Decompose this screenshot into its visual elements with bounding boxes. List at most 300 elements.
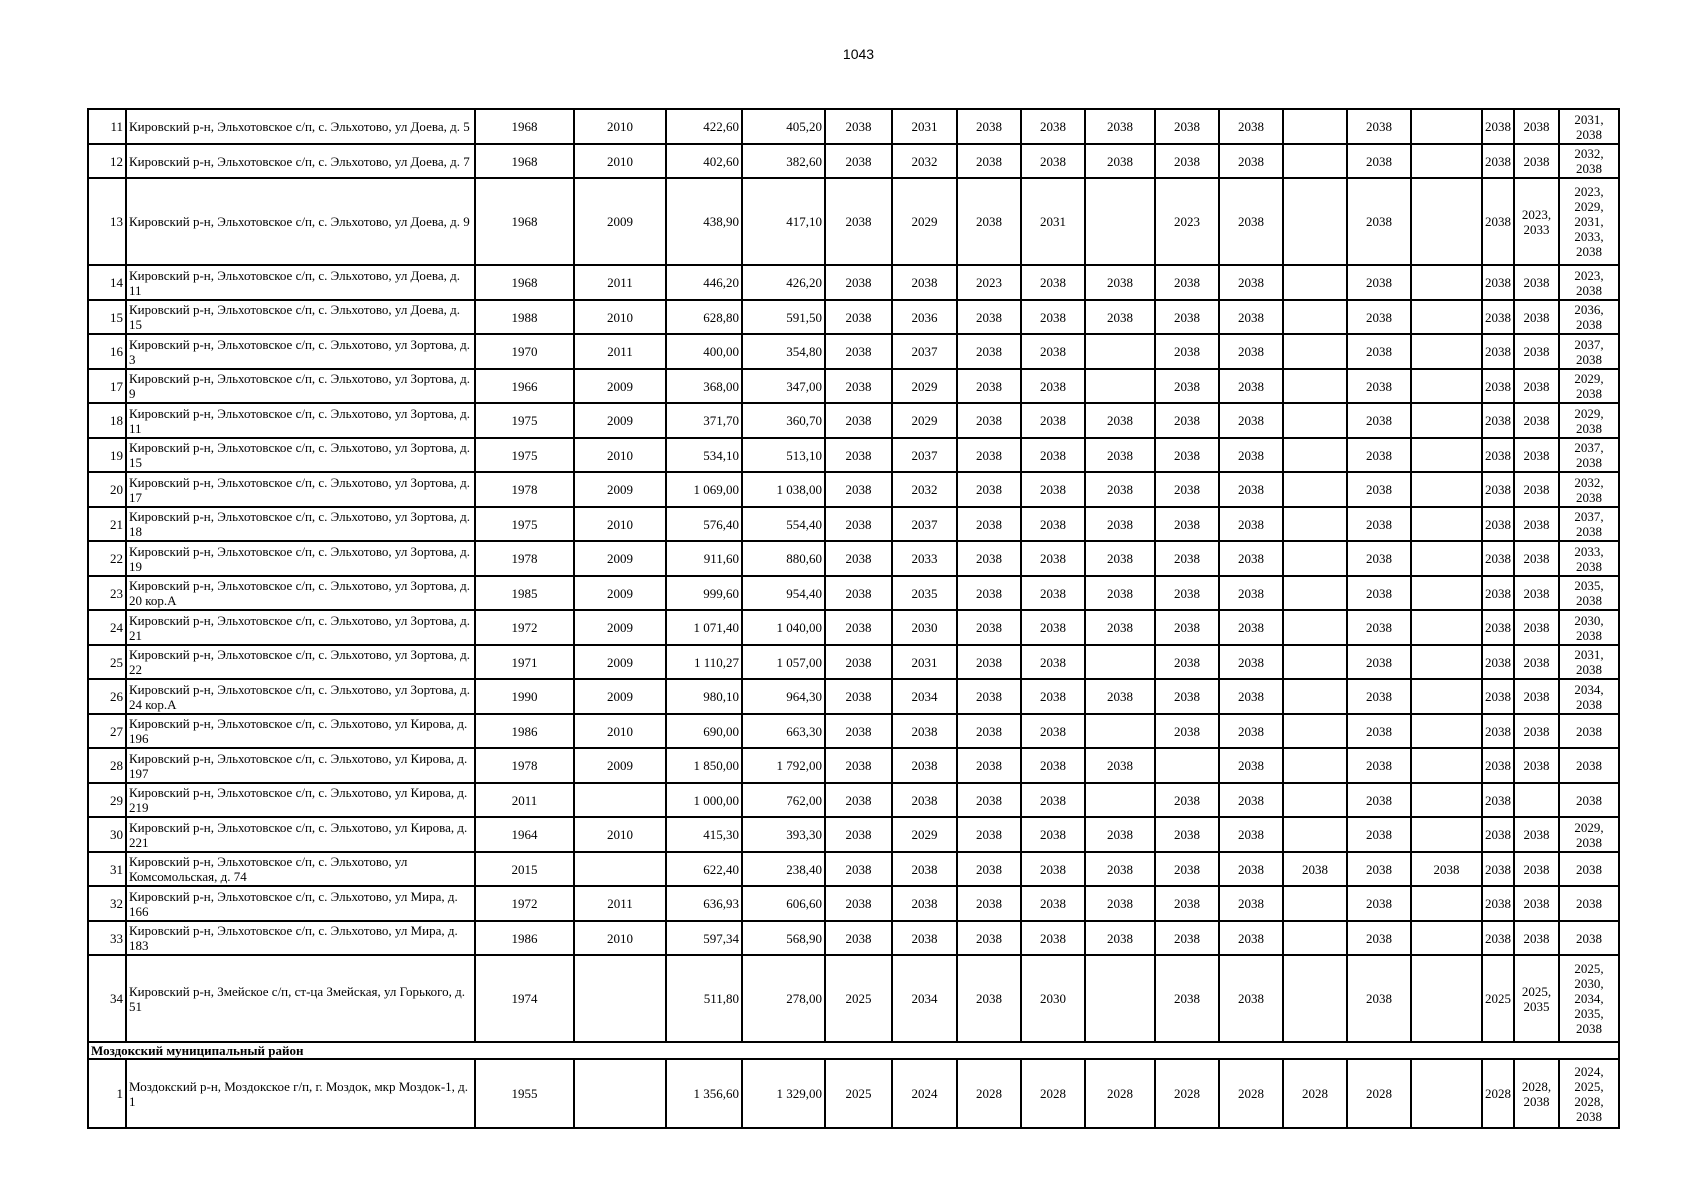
table-cell: 2038	[825, 300, 892, 334]
table-row	[88, 369, 1619, 403]
table-cell: 2038	[1219, 714, 1283, 748]
table-row	[88, 886, 1619, 921]
table-cell	[1411, 955, 1482, 1042]
table-cell: 417,10	[742, 178, 825, 265]
table-cell: 2038	[1085, 438, 1155, 472]
table-cell	[1283, 679, 1347, 714]
row-number: 21	[88, 507, 126, 541]
table-cell: 2011	[574, 334, 666, 369]
table-cell: 2038	[1482, 886, 1514, 921]
table-cell: 2038	[1219, 852, 1283, 886]
table-cell: 2038	[1347, 438, 1411, 472]
table-cell: 2038	[957, 576, 1021, 610]
table-cell: 2038	[1219, 178, 1283, 265]
table-cell: 1968	[475, 178, 574, 265]
table-cell: 368,00	[666, 369, 742, 403]
table-cell: 2038	[1347, 748, 1411, 783]
address-cell: Моздокский р-н, Моздокское г/п, г. Моздок, мкр Моздок-1, д. 1	[126, 1059, 475, 1128]
table-cell: 2037	[892, 438, 957, 472]
table-cell: 1975	[475, 507, 574, 541]
table-cell: 2038	[1085, 852, 1155, 886]
address-cell: Кировский р-н, Эльхотовское с/п, с. Эльхотово, ул Зортова, д. 17	[126, 472, 475, 507]
table-cell	[1411, 334, 1482, 369]
table-cell	[1411, 265, 1482, 300]
table-cell: 2038	[1482, 541, 1514, 576]
table-cell: 2038	[1021, 369, 1085, 403]
table-cell: 2038	[1155, 144, 1219, 178]
table-cell: 2025	[825, 1059, 892, 1128]
table-cell: 2038	[1155, 679, 1219, 714]
table-cell: 2032, 2038	[1559, 472, 1619, 507]
table-cell: 2031	[1021, 178, 1085, 265]
table-cell: 1 850,00	[666, 748, 742, 783]
table-cell: 2038	[1514, 748, 1559, 783]
table-cell: 1 000,00	[666, 783, 742, 817]
row-number: 31	[88, 852, 126, 886]
table-row	[88, 852, 1619, 886]
table-cell: 2038	[1347, 783, 1411, 817]
table-cell: 1964	[475, 817, 574, 852]
table-row	[88, 144, 1619, 178]
table-cell: 568,90	[742, 921, 825, 955]
table-cell: 2038	[1021, 403, 1085, 438]
table-cell	[1283, 541, 1347, 576]
table-cell: 2038	[957, 679, 1021, 714]
table-cell: 2023, 2038	[1559, 265, 1619, 300]
row-number: 30	[88, 817, 126, 852]
table-cell	[1283, 714, 1347, 748]
table-cell: 2038	[1219, 334, 1283, 369]
table-cell: 2038	[825, 679, 892, 714]
row-number: 14	[88, 265, 126, 300]
table-cell: 2038	[1514, 886, 1559, 921]
table-cell: 597,34	[666, 921, 742, 955]
table-cell	[1411, 507, 1482, 541]
table-cell: 2038	[1482, 610, 1514, 645]
table-row	[88, 541, 1619, 576]
address-cell: Кировский р-н, Эльхотовское с/п, с. Эльхотово, ул Кирова, д. 197	[126, 748, 475, 783]
table-cell: 2038	[1514, 817, 1559, 852]
table-cell: 2038	[1155, 610, 1219, 645]
table-cell: 2032	[892, 144, 957, 178]
table-cell: 2038	[1514, 541, 1559, 576]
table-cell: 2038	[957, 886, 1021, 921]
address-cell: Кировский р-н, Эльхотовское с/п, с. Эльхотово, ул Доева, д. 7	[126, 144, 475, 178]
table-cell: 2038	[1283, 852, 1347, 886]
table-cell: 2038	[1559, 783, 1619, 817]
row-number: 13	[88, 178, 126, 265]
table-cell	[1411, 679, 1482, 714]
table-cell: 2038	[1514, 369, 1559, 403]
table-cell: 2038	[1347, 541, 1411, 576]
table-cell: 2028	[1347, 1059, 1411, 1128]
table-cell: 2023, 2029, 2031, 2033, 2038	[1559, 178, 1619, 265]
table-cell	[1085, 369, 1155, 403]
table-cell: 2038	[825, 403, 892, 438]
table-cell: 2038	[1155, 783, 1219, 817]
table-cell: 2038	[1514, 334, 1559, 369]
table-cell: 2038	[825, 109, 892, 144]
table-cell: 964,30	[742, 679, 825, 714]
table-cell: 2038	[957, 334, 1021, 369]
table-cell: 1972	[475, 886, 574, 921]
address-cell: Кировский р-н, Эльхотовское с/п, с. Эльхотово, ул Кирова, д. 221	[126, 817, 475, 852]
table-cell: 2038	[892, 783, 957, 817]
table-cell: 690,00	[666, 714, 742, 748]
table-cell: 980,10	[666, 679, 742, 714]
table-cell: 2038	[1482, 645, 1514, 679]
table-cell: 2011	[475, 783, 574, 817]
table-cell: 2038	[1155, 817, 1219, 852]
table-cell: 2028	[1021, 1059, 1085, 1128]
table-cell: 1968	[475, 144, 574, 178]
table-cell: 2038	[1347, 300, 1411, 334]
table-cell: 2038	[1021, 507, 1085, 541]
table-cell: 2038	[1155, 645, 1219, 679]
table-cell: 347,00	[742, 369, 825, 403]
table-cell: 2038	[957, 403, 1021, 438]
row-number: 20	[88, 472, 126, 507]
table-cell: 2038	[1219, 144, 1283, 178]
table-cell: 2038	[957, 783, 1021, 817]
table-cell: 2038	[825, 886, 892, 921]
address-cell: Кировский р-н, Эльхотовское с/п, с. Эльхотово, ул Комсомольская, д. 74	[126, 852, 475, 886]
table-cell	[574, 852, 666, 886]
table-cell: 2028, 2038	[1514, 1059, 1559, 1128]
address-cell: Кировский р-н, Эльхотовское с/п, с. Эльхотово, ул Доева, д. 11	[126, 265, 475, 300]
table-cell: 2038	[1482, 403, 1514, 438]
table-cell: 2038	[1482, 817, 1514, 852]
table-cell: 2037, 2038	[1559, 438, 1619, 472]
table-cell: 2038	[1482, 300, 1514, 334]
table-cell: 999,60	[666, 576, 742, 610]
table-cell: 2038	[1155, 507, 1219, 541]
table-cell: 2038	[1021, 852, 1085, 886]
table-row	[88, 921, 1619, 955]
table-cell: 2038	[957, 748, 1021, 783]
table-cell: 2038	[1219, 109, 1283, 144]
table-cell: 1978	[475, 472, 574, 507]
table-cell: 2034, 2038	[1559, 679, 1619, 714]
row-number: 15	[88, 300, 126, 334]
address-cell: Кировский р-н, Эльхотовское с/п, с. Эльхотово, ул Зортова, д. 20 кор.А	[126, 576, 475, 610]
address-cell: Кировский р-н, Эльхотовское с/п, с. Эльхотово, ул Зортова, д. 15	[126, 438, 475, 472]
table-cell: 2038	[1347, 645, 1411, 679]
table-cell	[574, 1059, 666, 1128]
table-cell: 2030	[1021, 955, 1085, 1042]
table-cell	[1411, 886, 1482, 921]
table-cell: 2038	[1514, 438, 1559, 472]
table-cell	[1411, 783, 1482, 817]
table-cell: 402,60	[666, 144, 742, 178]
table-cell: 400,00	[666, 334, 742, 369]
table-cell: 2038	[957, 507, 1021, 541]
table-cell: 2038	[1559, 714, 1619, 748]
table-cell: 2009	[574, 178, 666, 265]
table-cell: 2038	[1482, 109, 1514, 144]
table-cell	[574, 783, 666, 817]
table-cell: 2038	[1021, 472, 1085, 507]
table-cell	[1283, 403, 1347, 438]
table-cell: 2010	[574, 507, 666, 541]
table-cell: 2038	[1347, 610, 1411, 645]
table-cell: 663,30	[742, 714, 825, 748]
page-number: 1043	[842, 46, 875, 62]
table-cell	[1283, 783, 1347, 817]
table-cell: 2038	[1021, 334, 1085, 369]
table-cell	[1514, 783, 1559, 817]
row-number: 29	[88, 783, 126, 817]
table-cell: 2038	[1219, 576, 1283, 610]
row-number: 28	[88, 748, 126, 783]
table-cell	[1085, 955, 1155, 1042]
row-number: 24	[88, 610, 126, 645]
table-cell: 2038	[892, 265, 957, 300]
table-cell: 2024, 2025, 2028, 2038	[1559, 1059, 1619, 1128]
address-cell: Кировский р-н, Эльхотовское с/п, с. Эльхотово, ул Доева, д. 5	[126, 109, 475, 144]
table-cell: 2038	[1347, 109, 1411, 144]
table-cell: 2038	[1482, 334, 1514, 369]
table-cell: 2038	[1219, 783, 1283, 817]
table-cell: 426,20	[742, 265, 825, 300]
address-cell: Кировский р-н, Эльхотовское с/п, с. Эльхотово, ул Зортова, д. 24 кор.А	[126, 679, 475, 714]
table-cell: 2028	[957, 1059, 1021, 1128]
table-row	[88, 403, 1619, 438]
table-cell: 2038	[1155, 852, 1219, 886]
table-cell: 2038	[1155, 921, 1219, 955]
table-cell: 2025	[825, 955, 892, 1042]
table-cell: 2038	[1219, 921, 1283, 955]
table-cell: 1 110,27	[666, 645, 742, 679]
table-cell: 2038	[1219, 507, 1283, 541]
table-cell: 2038	[1514, 144, 1559, 178]
table-cell: 2038	[892, 852, 957, 886]
table-cell: 2038	[1514, 265, 1559, 300]
table-cell	[574, 955, 666, 1042]
address-cell: Кировский р-н, Эльхотовское с/п, с. Эльхотово, ул Мира, д. 183	[126, 921, 475, 955]
table-cell: 2038	[1085, 541, 1155, 576]
table-cell: 2038	[1085, 679, 1155, 714]
table-cell: 2038	[957, 300, 1021, 334]
table-cell: 2024	[892, 1059, 957, 1128]
table-cell: 2038	[825, 144, 892, 178]
table-cell	[1283, 369, 1347, 403]
table-cell: 2038	[1021, 645, 1085, 679]
table-cell: 2038	[1219, 817, 1283, 852]
table-row	[88, 109, 1619, 144]
table-cell: 2028	[1155, 1059, 1219, 1128]
table-cell: 2009	[574, 645, 666, 679]
table-cell: 2038	[957, 438, 1021, 472]
table-cell: 2029	[892, 178, 957, 265]
table-cell: 2038	[957, 921, 1021, 955]
table-cell: 2038	[1085, 265, 1155, 300]
table-cell: 2038	[1347, 369, 1411, 403]
address-cell: Кировский р-н, Эльхотовское с/п, с. Эльхотово, ул Зортова, д. 18	[126, 507, 475, 541]
table-cell: 2038	[1155, 955, 1219, 1042]
table-row	[88, 783, 1619, 817]
section-title: Моздокский муниципальный район	[88, 1042, 1619, 1059]
row-number: 19	[88, 438, 126, 472]
table-cell: 1 792,00	[742, 748, 825, 783]
table-cell: 2028	[1219, 1059, 1283, 1128]
table-cell: 2038	[1219, 472, 1283, 507]
table-cell: 2038	[825, 921, 892, 955]
table-cell: 1986	[475, 714, 574, 748]
table-cell: 1978	[475, 541, 574, 576]
row-number: 33	[88, 921, 126, 955]
table-cell: 1988	[475, 300, 574, 334]
table-row	[88, 714, 1619, 748]
table-cell: 2038	[1219, 265, 1283, 300]
row-number: 22	[88, 541, 126, 576]
table-cell: 2038	[1482, 748, 1514, 783]
table-cell: 2038	[1347, 265, 1411, 300]
table-cell: 2023, 2033	[1514, 178, 1559, 265]
table-cell: 2038	[1085, 886, 1155, 921]
table-cell: 2038	[1219, 886, 1283, 921]
table-cell: 606,60	[742, 886, 825, 921]
table-cell: 2038	[1347, 852, 1411, 886]
table-cell: 2038	[1085, 921, 1155, 955]
table-cell: 628,80	[666, 300, 742, 334]
table-cell: 2038	[1347, 955, 1411, 1042]
table-cell: 1 069,00	[666, 472, 742, 507]
table-cell: 2038	[1155, 714, 1219, 748]
table-cell: 2011	[574, 886, 666, 921]
table-cell: 393,30	[742, 817, 825, 852]
table-cell: 2028	[1085, 1059, 1155, 1128]
table-cell	[1283, 610, 1347, 645]
table-cell: 2009	[574, 748, 666, 783]
table-cell	[1411, 610, 1482, 645]
table-cell: 2031	[892, 109, 957, 144]
table-cell	[1283, 300, 1347, 334]
table-cell: 1 038,00	[742, 472, 825, 507]
table-cell	[1283, 334, 1347, 369]
table-cell: 2031, 2038	[1559, 645, 1619, 679]
table-cell: 1 329,00	[742, 1059, 825, 1128]
table-cell: 2010	[574, 921, 666, 955]
table-cell: 2038	[1085, 403, 1155, 438]
table-cell: 2015	[475, 852, 574, 886]
table-cell: 2038	[1021, 576, 1085, 610]
table-cell: 371,70	[666, 403, 742, 438]
table-cell: 2038	[1085, 817, 1155, 852]
table-cell: 2038	[825, 852, 892, 886]
table-cell: 2037	[892, 334, 957, 369]
table-cell: 2038	[1021, 679, 1085, 714]
table-cell	[1411, 541, 1482, 576]
table-cell: 2038	[957, 369, 1021, 403]
table-cell: 1 356,60	[666, 1059, 742, 1128]
table-cell: 2038	[892, 748, 957, 783]
row-number: 18	[88, 403, 126, 438]
table-cell: 2038	[825, 610, 892, 645]
table-cell: 446,20	[666, 265, 742, 300]
table-cell	[1411, 748, 1482, 783]
table-cell: 2038	[1559, 748, 1619, 783]
table-cell: 2009	[574, 541, 666, 576]
table-cell: 360,70	[742, 403, 825, 438]
table-cell: 2038	[1021, 541, 1085, 576]
table-cell: 2025, 2035	[1514, 955, 1559, 1042]
table-row	[88, 576, 1619, 610]
table-cell: 2038	[1514, 645, 1559, 679]
table-cell: 2010	[574, 109, 666, 144]
table-cell: 2030	[892, 610, 957, 645]
table-cell	[1411, 817, 1482, 852]
table-cell: 2028	[1482, 1059, 1514, 1128]
table-cell: 1966	[475, 369, 574, 403]
table-cell: 2010	[574, 817, 666, 852]
table-cell: 2038	[1155, 369, 1219, 403]
table-cell: 1 071,40	[666, 610, 742, 645]
address-cell: Кировский р-н, Эльхотовское с/п, с. Эльхотово, ул Зортова, д. 3	[126, 334, 475, 369]
table-cell: 2009	[574, 369, 666, 403]
table-cell: 2038	[1219, 300, 1283, 334]
table-cell	[1283, 472, 1347, 507]
table-cell: 534,10	[666, 438, 742, 472]
table-cell	[1283, 886, 1347, 921]
table-cell: 2035, 2038	[1559, 576, 1619, 610]
table-cell: 2038	[1347, 817, 1411, 852]
table-cell: 2029	[892, 403, 957, 438]
table-cell: 576,40	[666, 507, 742, 541]
table-cell: 2010	[574, 144, 666, 178]
table-cell: 2038	[1559, 852, 1619, 886]
table-cell: 2038	[1021, 714, 1085, 748]
table-cell: 2038	[1559, 921, 1619, 955]
table-cell: 2038	[825, 783, 892, 817]
table-cell: 2038	[1021, 886, 1085, 921]
address-cell: Кировский р-н, Эльхотовское с/п, с. Эльхотово, ул Зортова, д. 19	[126, 541, 475, 576]
row-number: 16	[88, 334, 126, 369]
row-number: 1	[88, 1059, 126, 1128]
table-cell: 2038	[1085, 610, 1155, 645]
table-cell: 2036, 2038	[1559, 300, 1619, 334]
table-cell: 2038	[1219, 403, 1283, 438]
row-number: 11	[88, 109, 126, 144]
section-row	[88, 1042, 1619, 1059]
table-cell: 2038	[1021, 748, 1085, 783]
table-cell: 2038	[1219, 645, 1283, 679]
table-cell: 762,00	[742, 783, 825, 817]
table-cell	[1085, 334, 1155, 369]
address-cell: Кировский р-н, Эльхотовское с/п, с. Эльхотово, ул Зортова, д. 11	[126, 403, 475, 438]
table-cell: 2023	[957, 265, 1021, 300]
table-cell: 2037	[892, 507, 957, 541]
table-cell: 1955	[475, 1059, 574, 1128]
table-cell: 2029, 2038	[1559, 403, 1619, 438]
table-cell: 1968	[475, 265, 574, 300]
table-cell: 2038	[957, 714, 1021, 748]
table-row	[88, 955, 1619, 1042]
table-cell: 2035	[892, 576, 957, 610]
table-cell: 2037, 2038	[1559, 334, 1619, 369]
table-cell	[1155, 748, 1219, 783]
table-cell: 2038	[1155, 334, 1219, 369]
table-cell: 2038	[1482, 783, 1514, 817]
table-cell: 2038	[1514, 472, 1559, 507]
table-cell: 2038	[1514, 679, 1559, 714]
table-cell: 2038	[1347, 334, 1411, 369]
table-cell: 278,00	[742, 955, 825, 1042]
table-cell: 2038	[1155, 886, 1219, 921]
table-row	[88, 748, 1619, 783]
table-cell: 2038	[825, 576, 892, 610]
table-cell: 1972	[475, 610, 574, 645]
